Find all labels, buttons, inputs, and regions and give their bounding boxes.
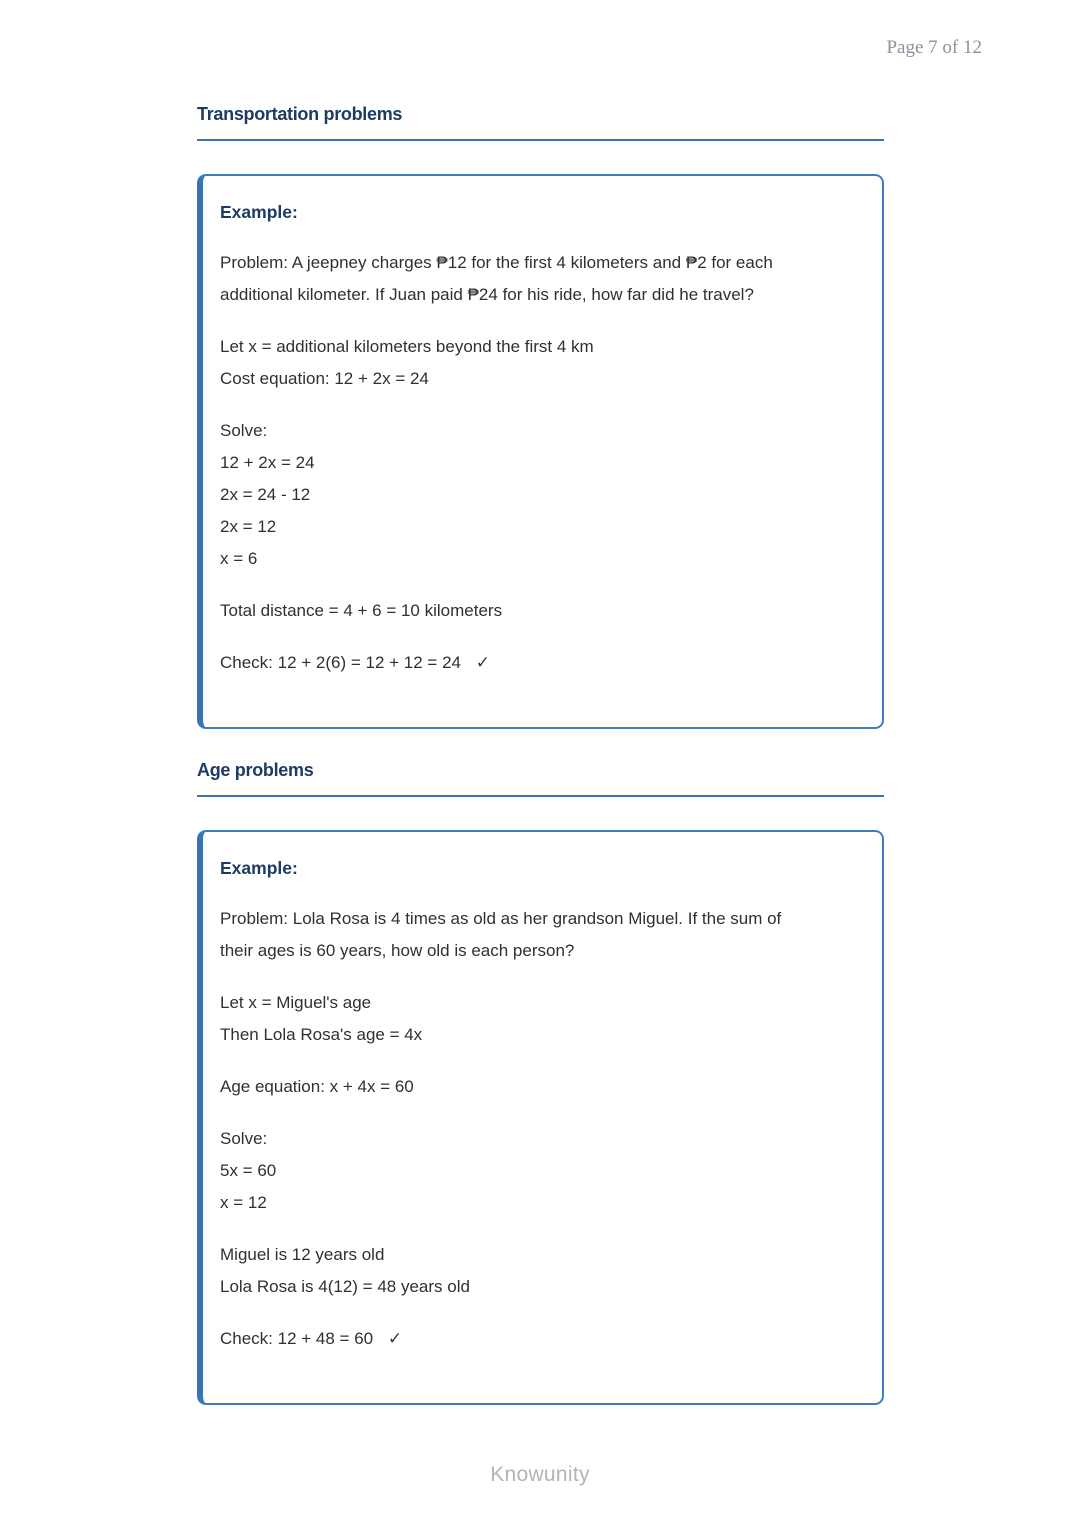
answer-statement bbox=[220, 1239, 854, 1303]
check-line bbox=[220, 647, 854, 679]
section-heading-age: Age problems bbox=[197, 759, 884, 797]
text-line: Total distance = 4 + 6 = 10 kilometers bbox=[220, 601, 503, 620]
text-line: Then Lola Rosa's age = 4x bbox=[220, 1025, 423, 1044]
answer-statement bbox=[220, 595, 854, 627]
check-line bbox=[220, 1323, 854, 1355]
check-icon: ✓ bbox=[387, 1329, 403, 1348]
page-content bbox=[197, 103, 884, 1405]
example-label: Example: bbox=[220, 858, 298, 878]
text-line: additional kilometer. If Juan paid ₱24 for his ride, how far did he travel? bbox=[220, 285, 754, 304]
check-text: Check: 12 + 48 = 60 bbox=[220, 1329, 374, 1348]
text-line: Problem: Lola Rosa is 4 times as old as her grandson Miguel. If the sum of bbox=[220, 909, 782, 928]
text-line: Problem: A jeepney charges ₱12 for the first 4 kilometers and ₱2 for each bbox=[220, 253, 773, 272]
solve-steps bbox=[220, 415, 854, 575]
text-line: x = 6 bbox=[220, 549, 258, 568]
variable-definition bbox=[220, 987, 854, 1051]
problem-statement bbox=[220, 247, 854, 311]
example-label: Example: bbox=[220, 202, 298, 222]
text-line: Miguel is 12 years old bbox=[220, 1245, 385, 1264]
text-line: Solve: bbox=[220, 421, 268, 440]
text-line: 12 + 2x = 24 bbox=[220, 453, 315, 472]
section-transportation-problems bbox=[197, 103, 884, 729]
problem-statement bbox=[220, 903, 854, 967]
solve-steps bbox=[220, 1123, 854, 1219]
text-line: Lola Rosa is 4(12) = 48 years old bbox=[220, 1277, 470, 1296]
check-text: Check: 12 + 2(6) = 12 + 12 = 24 bbox=[220, 653, 461, 672]
text-line: Let x = additional kilometers beyond the first 4 km bbox=[220, 337, 594, 356]
text-line: Age equation: x + 4x = 60 bbox=[220, 1077, 414, 1096]
check-icon: ✓ bbox=[475, 653, 490, 672]
text-line: x = 12 bbox=[220, 1193, 267, 1212]
text-line: their ages is 60 years, how old is each person? bbox=[220, 941, 575, 960]
text-line: 5x = 60 bbox=[220, 1161, 277, 1180]
text-line: Let x = Miguel's age bbox=[220, 993, 372, 1012]
text-line: Solve: bbox=[220, 1129, 268, 1148]
equation-statement bbox=[220, 1071, 854, 1103]
page-number: Page 7 of 12 bbox=[886, 37, 982, 58]
section-heading-transportation: Transportation problems bbox=[197, 103, 884, 141]
text-line: 2x = 12 bbox=[220, 517, 277, 536]
example-box-age bbox=[197, 830, 884, 1405]
text-line: Cost equation: 12 + 2x = 24 bbox=[220, 369, 429, 388]
footer-brand: Knowunity bbox=[490, 1463, 590, 1486]
text-line: 2x = 24 - 12 bbox=[220, 485, 311, 504]
variable-definition bbox=[220, 331, 854, 395]
example-box-transportation bbox=[197, 174, 884, 729]
section-age-problems bbox=[197, 759, 884, 1405]
